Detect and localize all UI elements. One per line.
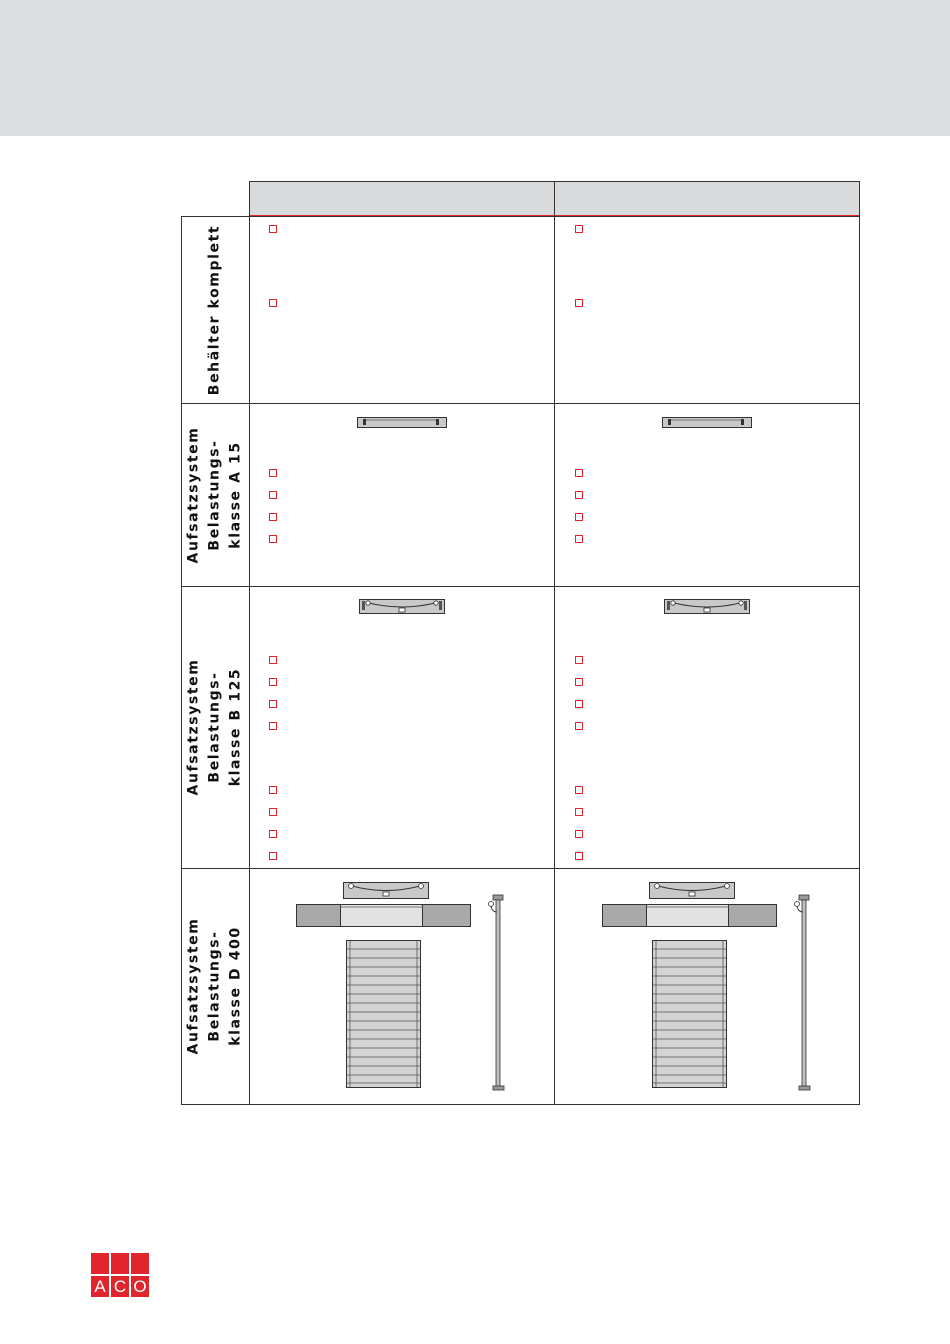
d400-assembly-illustration xyxy=(602,879,817,1094)
checkbox[interactable] xyxy=(575,786,583,794)
checkbox[interactable] xyxy=(269,656,277,664)
aco-logo-letter: C xyxy=(113,1277,127,1296)
table-line xyxy=(181,868,860,869)
row-label-d400: Aufsatzsystem Belastungs- klasse D 400 xyxy=(185,917,244,1055)
checkbox[interactable] xyxy=(269,469,277,477)
table-line xyxy=(554,181,555,1105)
checkbox[interactable] xyxy=(575,700,583,708)
cover-b125-illustration xyxy=(359,598,445,616)
checkbox[interactable] xyxy=(269,678,277,686)
row-label-behaelter: Behälter komplett xyxy=(206,224,223,395)
checkbox[interactable] xyxy=(575,469,583,477)
checkbox[interactable] xyxy=(575,656,583,664)
checkbox[interactable] xyxy=(269,786,277,794)
checkbox[interactable] xyxy=(269,722,277,730)
checkbox[interactable] xyxy=(575,299,583,307)
cover-a15-illustration xyxy=(662,417,752,429)
checkbox[interactable] xyxy=(575,830,583,838)
checkbox[interactable] xyxy=(575,491,583,499)
checkbox[interactable] xyxy=(575,722,583,730)
checkbox[interactable] xyxy=(575,808,583,816)
checkbox[interactable] xyxy=(575,678,583,686)
cover-b125-illustration xyxy=(664,598,750,616)
table-line xyxy=(181,586,860,587)
table-line xyxy=(181,403,860,404)
column-header-1 xyxy=(249,181,555,216)
checkbox[interactable] xyxy=(269,830,277,838)
aco-logo-letter: O xyxy=(133,1277,147,1296)
top-header-band xyxy=(0,0,950,136)
column-header-2 xyxy=(555,181,860,216)
aco-logo-letter: A xyxy=(94,1277,106,1296)
checkbox[interactable] xyxy=(269,852,277,860)
checkbox[interactable] xyxy=(269,491,277,499)
checkbox[interactable] xyxy=(269,535,277,543)
checkbox[interactable] xyxy=(269,225,277,233)
row-label-b125: Aufsatzsystem Belastungs- klasse B 125 xyxy=(185,658,244,796)
checkbox[interactable] xyxy=(575,225,583,233)
checkbox[interactable] xyxy=(269,513,277,521)
checkbox[interactable] xyxy=(269,700,277,708)
table-line xyxy=(181,216,860,217)
checkbox[interactable] xyxy=(575,513,583,521)
table-line xyxy=(181,1104,860,1105)
aco-logo xyxy=(91,1253,149,1297)
aco-logo-text xyxy=(91,1276,149,1297)
checkbox[interactable] xyxy=(575,852,583,860)
cover-a15-illustration xyxy=(357,417,447,429)
d400-assembly-illustration xyxy=(296,879,511,1094)
checkbox[interactable] xyxy=(269,299,277,307)
row-label-a15: Aufsatzsystem Belastungs- klasse A 15 xyxy=(185,426,244,563)
table-line xyxy=(249,181,250,1105)
checkbox[interactable] xyxy=(575,535,583,543)
table-line xyxy=(859,181,860,1105)
checkbox[interactable] xyxy=(269,808,277,816)
